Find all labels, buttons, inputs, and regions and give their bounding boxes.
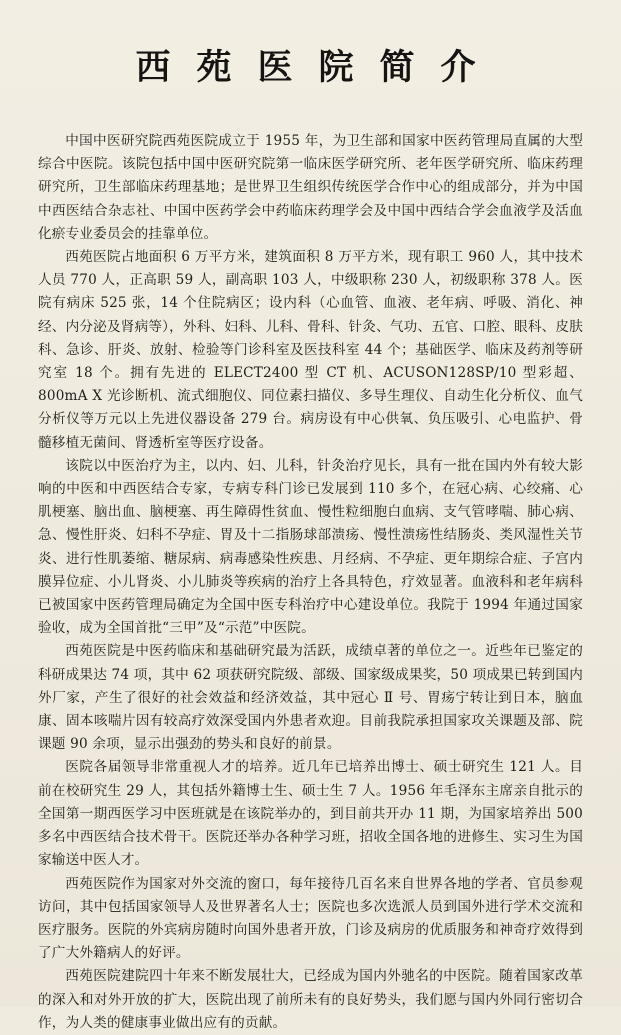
- paragraph-1: 中国中医研究院西苑医院成立于 1955 年，为卫生部和国家中医药管理局直属的大型综合中医院。该院包括中国中医研究院第一临床医学研究所、老年医学研究所、临床药理研究所，卫生部临床药理基地；是世界卫生组织传统医学合作中心的组成部分，并为中国中西医结合杂志社、中国中医药学会中药临床药理学会及中国中西结合学会血液学及活血化瘀专业委员会的挂靠单位。: [38, 133, 583, 242]
- paragraph-2: 西苑医院占地面积 6 万平方米，建筑面积 8 万平方米，现有职工 960 人，其中技术人员 770 人，正高职 59 人，副高职 103 人，中级职称 230 人，初级职称 378 人。医院有病床 525 张，14 个住院病区；设内科（心血管、血液、老年病、呼吸、消化、神经、内分泌及肾病等），外科、妇科、儿科、骨科、针灸、气功、五官、口腔、眼科、皮肤科、急诊、肝炎、放射、检验等门诊科室及医技科室 44 个；基础医学、临床及药剂等研究室 18 个。拥有先进的 ELECT2400 型 CT 机、ACUSON128SP/10 型彩超、800mA X 光诊断机、流式细胞仪、同位素扫描仪、多导生理仪、自动生化分析仪、血气分析仪等万元以上先进仪器设备 279 台。病房设有中心供氧、负压吸引、心电监护、骨髓移植无菌间、肾透析室等医疗设备。: [38, 249, 583, 451]
- paragraph-7: 西苑医院建院四十年来不断发展壮大，已经成为国内外驰名的中医院。随着国家改革的深入和对外开放的扩大，医院出现了前所未有的良好势头，我们愿与国内外同行密切合作，为人类的健康事业做出应有的贡献。: [38, 968, 583, 1031]
- paragraph-5: 医院各届领导非常重视人才的培养。近几年已培养出博士、硕士研究生 121 人。目前在校研究生 29 人，其包括外籍博士生、硕士生 7 人。1956 年毛泽东主席亲自批示的全国第一期西医学习中医班就是在该院举办的，到目前共开办 11 期，为国家培养出 500 多名中西医结合技术骨干。医院还举办各种学习班，招收全国各地的进修生、实习生为国家输送中医人才。: [38, 759, 583, 869]
- page-title: 西苑医院简介: [135, 47, 502, 88]
- paragraph-3: 该院以中医治疗为主，以内、妇、儿科，针灸治疗见长，具有一批在国内外有较大影响的中医和中西医结合专家，专病专科门诊已发展到 110 多个，在冠心病、心绞痛、心肌梗塞、脑出血、脑梗塞、再生障碍性贫血、慢性粒细胞白血病、支气管哮喘、肺心病、急、慢性肝炎、妇科不孕症、胃及十二指肠球部溃疡、慢性溃疡性结肠炎、类风湿性关节炎、进行性肌萎缩、糖尿病、病毒感染性疾患、月经病、不孕症、更年期综合症、子宫内膜异位症、小儿肾炎、小儿肺炎等疾病的治疗上各具特色，疗效显著。血液科和老年病科已被国家中医药管理局确定为全国中医专科治疗中心建设单位。我院于 1994 年通过国家验收，成为全国首批“三甲”及“示范”中医院。: [38, 457, 583, 637]
- paragraph-4: 西苑医院是中医药临床和基础研究最为活跃，成绩卓著的单位之一。近些年已鉴定的科研成果达 74 项，其中 62 项获研究院级、部级、国家级成果奖，50 项成果已转到国内外厂家，产生了很好的社会效益和经济效益，其中冠心 Ⅱ 号、胃疡宁转让到日本，脑血康、固本咳喘片因有较高疗效深受国内外患者欢迎。目前我院承担国家攻关课题及部、院课题 90 余项，显示出强劲的势头和良好的前景。: [38, 643, 583, 753]
- paragraph-6: 西苑医院作为国家对外交流的窗口，每年接待几百名来自世界各地的学者、官员参观访问，其中包括国家领导人及世界著名人士；医院也多次选派人员到国外进行学术交流和医疗服务。医院的外宾病房随时向国外患者开放，门诊及病房的优质服务和神奇疗效得到了广大外籍病人的好评。: [38, 875, 583, 962]
- document-body: [38, 130, 583, 1035]
